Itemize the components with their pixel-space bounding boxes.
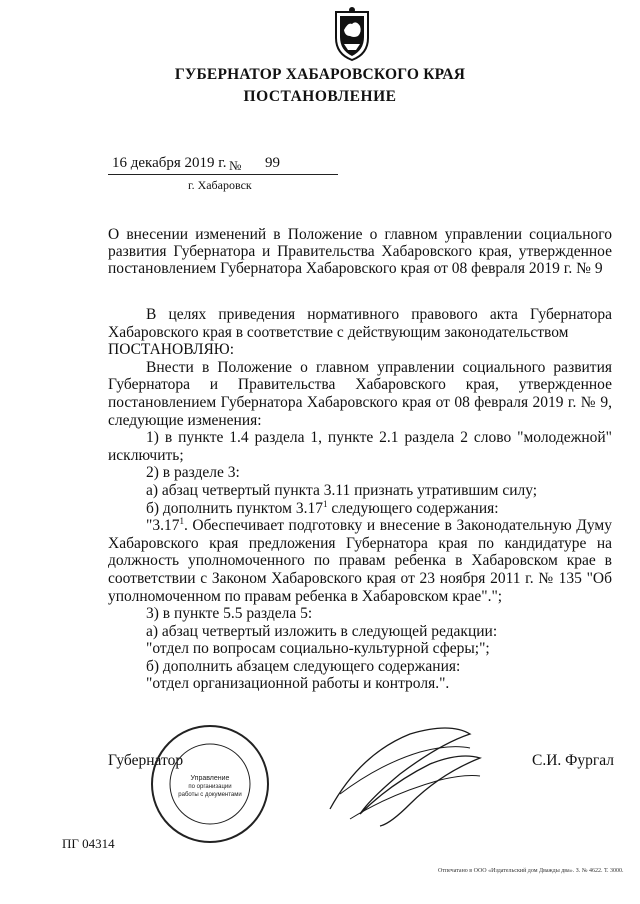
handwritten-signature bbox=[320, 714, 490, 834]
number-sign: № bbox=[229, 158, 242, 173]
item-3a: а) абзац четвертый изложить в следующей редакции: bbox=[146, 622, 498, 640]
svg-text:Управление: Управление bbox=[190, 775, 230, 782]
document-number: 99 bbox=[265, 155, 280, 171]
svg-text:работы с документами: работы с документами bbox=[178, 792, 242, 798]
document-body bbox=[108, 306, 612, 693]
document-type: ПОСТАНОВЛЕНИЕ bbox=[243, 88, 397, 105]
signatory-name: С.И. Фургал bbox=[532, 752, 615, 769]
item-3: 3) в пункте 5.5 раздела 5: bbox=[146, 605, 313, 623]
item-2: 2) в разделе 3: bbox=[146, 464, 240, 482]
item-2b-tail: следующего содержания: bbox=[327, 499, 499, 517]
item-2a: а) абзац четвертый пункта 3.11 признать утратившим силу; bbox=[146, 481, 538, 499]
decree-word: ПОСТАНОВЛЯЮ: bbox=[108, 341, 235, 359]
issue-city: г. Хабаровск bbox=[188, 178, 252, 192]
coat-of-arms-emblem bbox=[330, 6, 374, 62]
svg-text:по организации: по организации bbox=[188, 784, 232, 790]
signatory-position: Губернатор bbox=[108, 752, 184, 769]
intro-paragraph: Внести в Положение о главном управлении социального развития Губернатора и Правительства Хабаровского края, утвержденное постановлением Губернатора Хабаровского края от 08 февраля 2019 г. № 9, следующие изменения: bbox=[108, 358, 612, 429]
issuing-authority: ГУБЕРНАТОР ХАБАРОВСКОГО КРАЯ bbox=[174, 66, 466, 83]
item-1: 1) в пункте 1.4 раздела 1, пункте 2.1 раздела 2 слово "молодежной" исключить; bbox=[108, 429, 612, 464]
item-2b-text: б) дополнить пунктом 3.17 bbox=[146, 499, 323, 517]
document-date: 16 декабря 2019 г. bbox=[112, 155, 227, 171]
item-2b-superscript: 1 bbox=[322, 498, 328, 509]
official-seal bbox=[148, 722, 272, 846]
document-title: О внесении изменений в Положение о главном управлении социального развития Губернатора и Правительства Хабаровского края, утвержденное постановлением Губернатора Хабаровского края от 08 февраля 2019 г. № 9 bbox=[108, 226, 612, 277]
item-2b bbox=[108, 500, 612, 518]
item-3b: б) дополнить абзацем следующего содержания: bbox=[146, 657, 461, 675]
quoted-clause-text: . Обеспечивает подготовку и внесение в Законодательную Думу Хабаровского края предложения Губернатора края по кандидатуре на должность уполномоченного по правам ребенка в Хабаровском крае в соответствии с Законом Хабаровского края от 23 ноября 2011 г. № 135 "Об уполномоченном по правам ребенка в Хабаровском крае"."; bbox=[108, 517, 612, 605]
quoted-clause bbox=[108, 517, 612, 605]
registration-number: ПГ 04314 bbox=[62, 836, 115, 851]
date-underline bbox=[108, 174, 338, 175]
printer-imprint: Отпечатано в ООО «Издательский дом Дважды два». З. № 4622. Т. 3000. bbox=[438, 868, 624, 874]
preamble: В целях приведения нормативного правового акта Губернатора Хабаровского края в соответствие с действующим законодательством bbox=[108, 306, 612, 341]
item-3b-quote: "отдел организационной работы и контроля.". bbox=[146, 675, 450, 693]
item-3a-quote: "отдел по вопросам социально-культурной сферы;"; bbox=[146, 640, 490, 658]
quoted-clause-start: "3.17 bbox=[146, 517, 180, 535]
quoted-clause-superscript: 1 bbox=[179, 515, 184, 526]
